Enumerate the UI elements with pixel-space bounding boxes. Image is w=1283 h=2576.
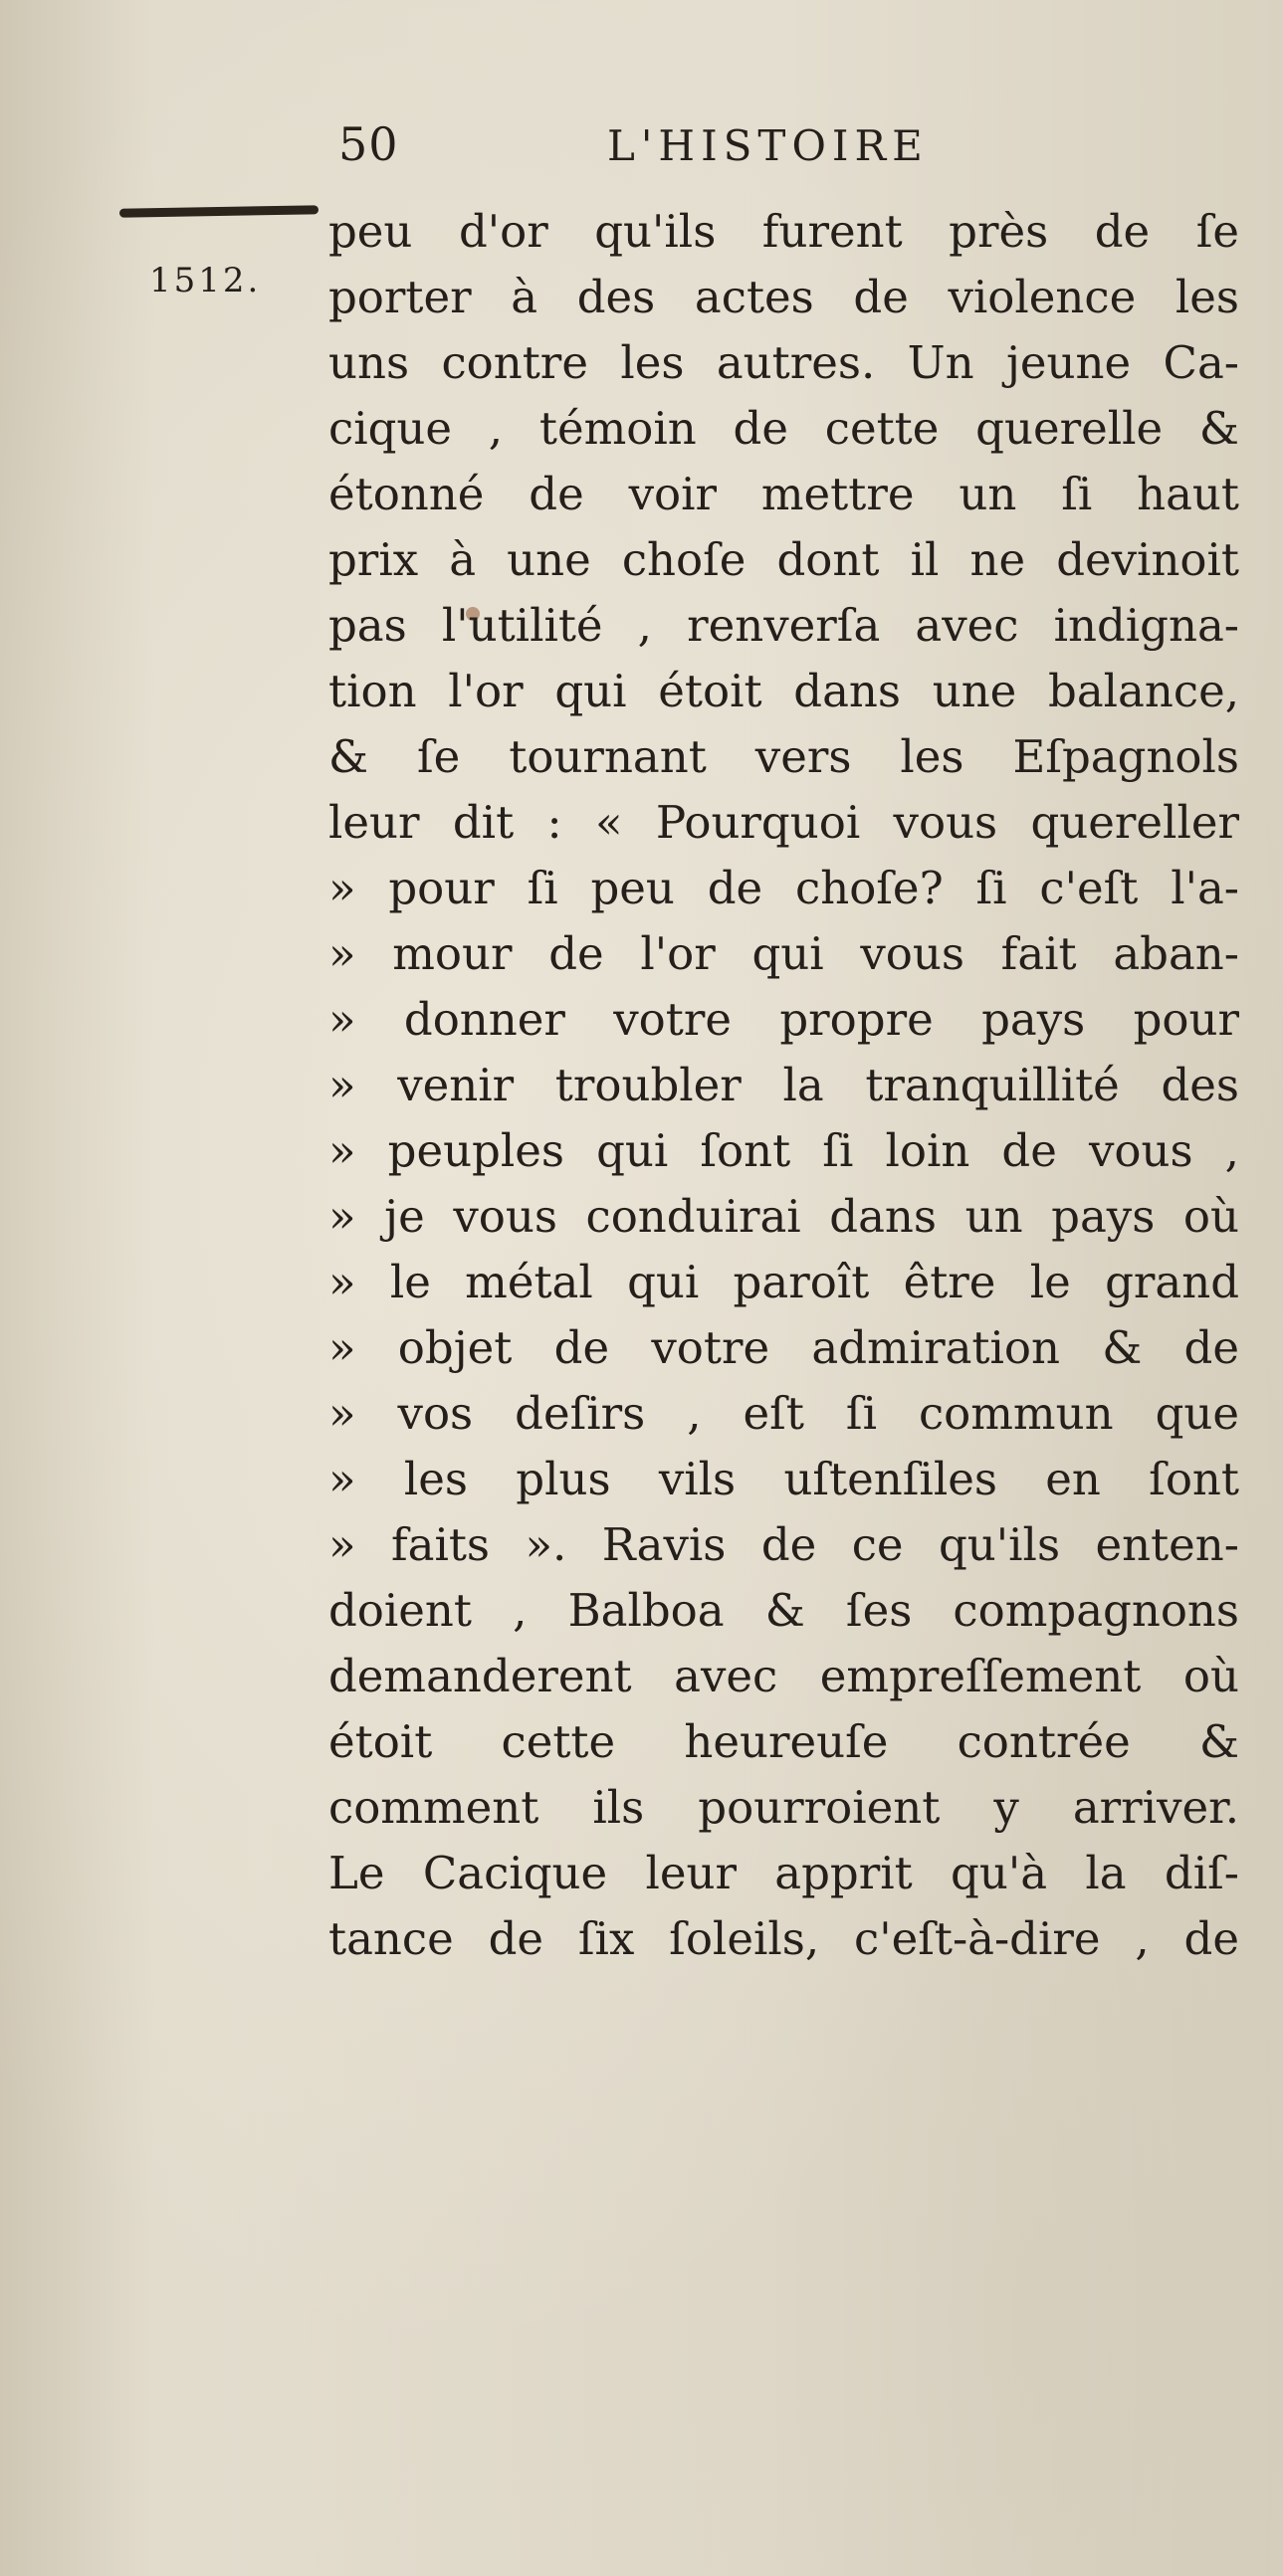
text-line: étonné de voir mettre un ſi haut xyxy=(328,468,1239,520)
text-line: pas l'utilité , renverſa avec indigna- xyxy=(328,599,1239,652)
text-line: doient , Balboa & ſes compagnons xyxy=(328,1584,1239,1637)
text-line: porter à des actes de violence les xyxy=(328,271,1239,323)
text-line: cique , témoin de cette querelle & xyxy=(328,402,1239,455)
text-line: étoit cette heureuſe contrée & xyxy=(328,1715,1239,1768)
text-line: » pour ſi peu de choſe? ſi c'eſt l'a- xyxy=(328,862,1239,914)
text-line: peu d'or qu'ils furent près de ſe xyxy=(328,205,1239,258)
text-line: » vos deſirs , eſt ſi commun que xyxy=(328,1387,1239,1440)
text-line: comment ils pourroient y arriver. xyxy=(328,1781,1239,1834)
text-line: prix à une choſe dont il ne devinoit xyxy=(328,533,1239,586)
text-line: » faits ». Ravis de ce qu'ils enten- xyxy=(328,1518,1239,1571)
text-line: Le Cacique leur apprit qu'à la diſ- xyxy=(328,1847,1239,1899)
text-line: uns contre les autres. Un jeune Ca- xyxy=(328,336,1239,389)
text-line: tion l'or qui étoit dans une balance, xyxy=(328,665,1239,717)
text-line: » mour de l'or qui vous fait aban- xyxy=(328,927,1239,980)
running-head: L'HISTOIRE xyxy=(607,121,929,170)
text-line: » les plus vils uſtenſiles en ſont xyxy=(328,1453,1239,1505)
text-line: & ſe tournant vers les Eſpagnols xyxy=(328,730,1239,783)
text-line: » donner votre propre pays pour xyxy=(328,993,1239,1046)
text-line: tance de ſix ſoleils, c'eſt-à-dire , de xyxy=(328,1912,1239,1965)
text-line: leur dit : « Pourquoi vous quereller xyxy=(328,796,1239,849)
text-line: » le métal qui paroît être le grand xyxy=(328,1256,1239,1308)
body-text xyxy=(328,199,1239,1972)
text-line: » venir troubler la tranquillité des xyxy=(328,1059,1239,1111)
page-number: 50 xyxy=(338,117,399,171)
margin-rule xyxy=(119,205,319,217)
text-line: » je vous conduirai dans un pays où xyxy=(328,1190,1239,1243)
text-line: » objet de votre admiration & de xyxy=(328,1321,1239,1374)
margin-date: 1512. xyxy=(149,261,262,300)
text-line: » peuples qui ſont ſi loin de vous , xyxy=(328,1124,1239,1177)
text-line: demanderent avec empreſſement où xyxy=(328,1650,1239,1702)
